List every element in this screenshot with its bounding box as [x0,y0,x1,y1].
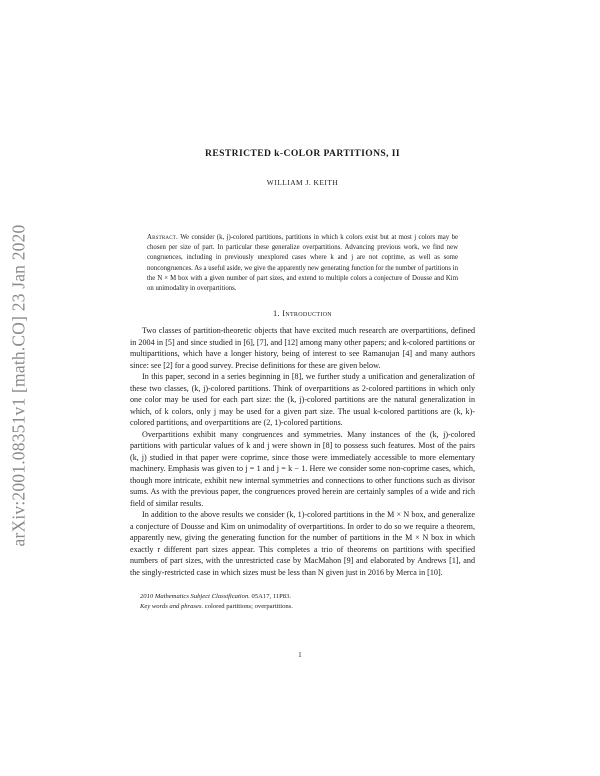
page-number: 1 [298,652,302,659]
section-heading [130,309,475,318]
paper-title: RESTRICTED k-COLOR PARTITIONS, II [204,148,400,159]
section-title: Introduction [282,309,332,319]
paragraph: Two classes of partition-theoretic objects that have excited much research are overpartitions, defined in 2004 in [5] and since studied in [6], [7], and [12] among many other papers; and k-colored partitions or multipartitions, which have a longer history, being of interest to see Ramanujan [4] and many authors since: see [2] for a good survey. Precise definitions for these are given below. [130,326,475,370]
footnotes [130,592,475,611]
paragraph: In addition to the above results we consider (k, 1)-colored partitions in the M × N box, and generalize a conjecture of Dousse and Kim on unimodality of overpartitions. In order to do so we require a theorem, apparently new, giving the generating function for the number of partitions in the M × N box in which exactly r different part sizes appear. This completes a trio of theorems on partitions with specified numbers of part sizes, with the unrestricted case by MacMahon [9] and elaborated by Andrews [1], and the singly-restricted case in which sizes must be less than N given just in 2016 by Merca in [10]. [130,510,475,577]
abstract-label: Abstract. [147,234,178,241]
abstract-text: We consider (k, j)-colored partitions, partitions in which k colors exist but at most j colors may be chosen per size of part. In particular these generalize overpartitions. Advancing previous work, we find new congruences, including in previously unexplored cases where k and j are not coprime, as well as some noncongruences. As a useful aside, we give the apparently new generating function for the number of partitions in the N × M box with a given number of part sizes, and extend to multiple colors a conjecture of Dousse and Kim on unimodality in overpartitions. [147,234,458,293]
body-text [130,325,475,578]
footnote-keywords [140,602,475,612]
paragraph: Overpartitions exhibit many congruences and symmetries. Many instances of the (k, j)-colored partitions with particular values of k and j were shown in [8] to possess such features. Most of the pairs (k, j) studied in that paper were coprime, since those were immediately accessible to more elementary machinery. Emphasis was given to j = 1 and j = k − 1. Here we consider some non-coprime cases, which, though more intricate, exhibit new internal symmetries and connections to other functions such as divisor sums. As with the previous paper, the congruences proved herein are certainly samples of a wide and rich field of similar results. [130,429,475,508]
footnote-label: Key words and phrases. [140,602,204,610]
paragraph: In this paper, second in a series beginning in [8], we further study a unification and generalization of these two classes, (k, j)-colored partitions. Think of overpartitions as 2-colored partitions in which only one color may be used for each part size: the (k, j)-colored partitions are the natural generalization in which, of k colors, only j may be used for a given part size. The usual k-colored partitions are (k, k)-colored partitions, and overpartitions are (2, 1)-colored partitions. [130,372,475,428]
abstract-block [147,233,458,294]
footnote-label: 2010 Mathematics Subject Classification. [140,593,250,601]
footnote-msc [140,592,475,602]
paper-page [130,148,475,611]
arxiv-identifier-text: arXiv:2001.08351v1 [math.CO] 23 Jan 2020 [8,224,29,546]
footnote-text: 05A17, 11P83. [251,593,292,601]
footnote-text: colored partitions; overpartitions. [204,602,293,610]
section-number: 1. [273,309,280,319]
arxiv-identifier-stamp [0,165,38,605]
paper-author: WILLIAM J. KEITH [266,178,339,187]
